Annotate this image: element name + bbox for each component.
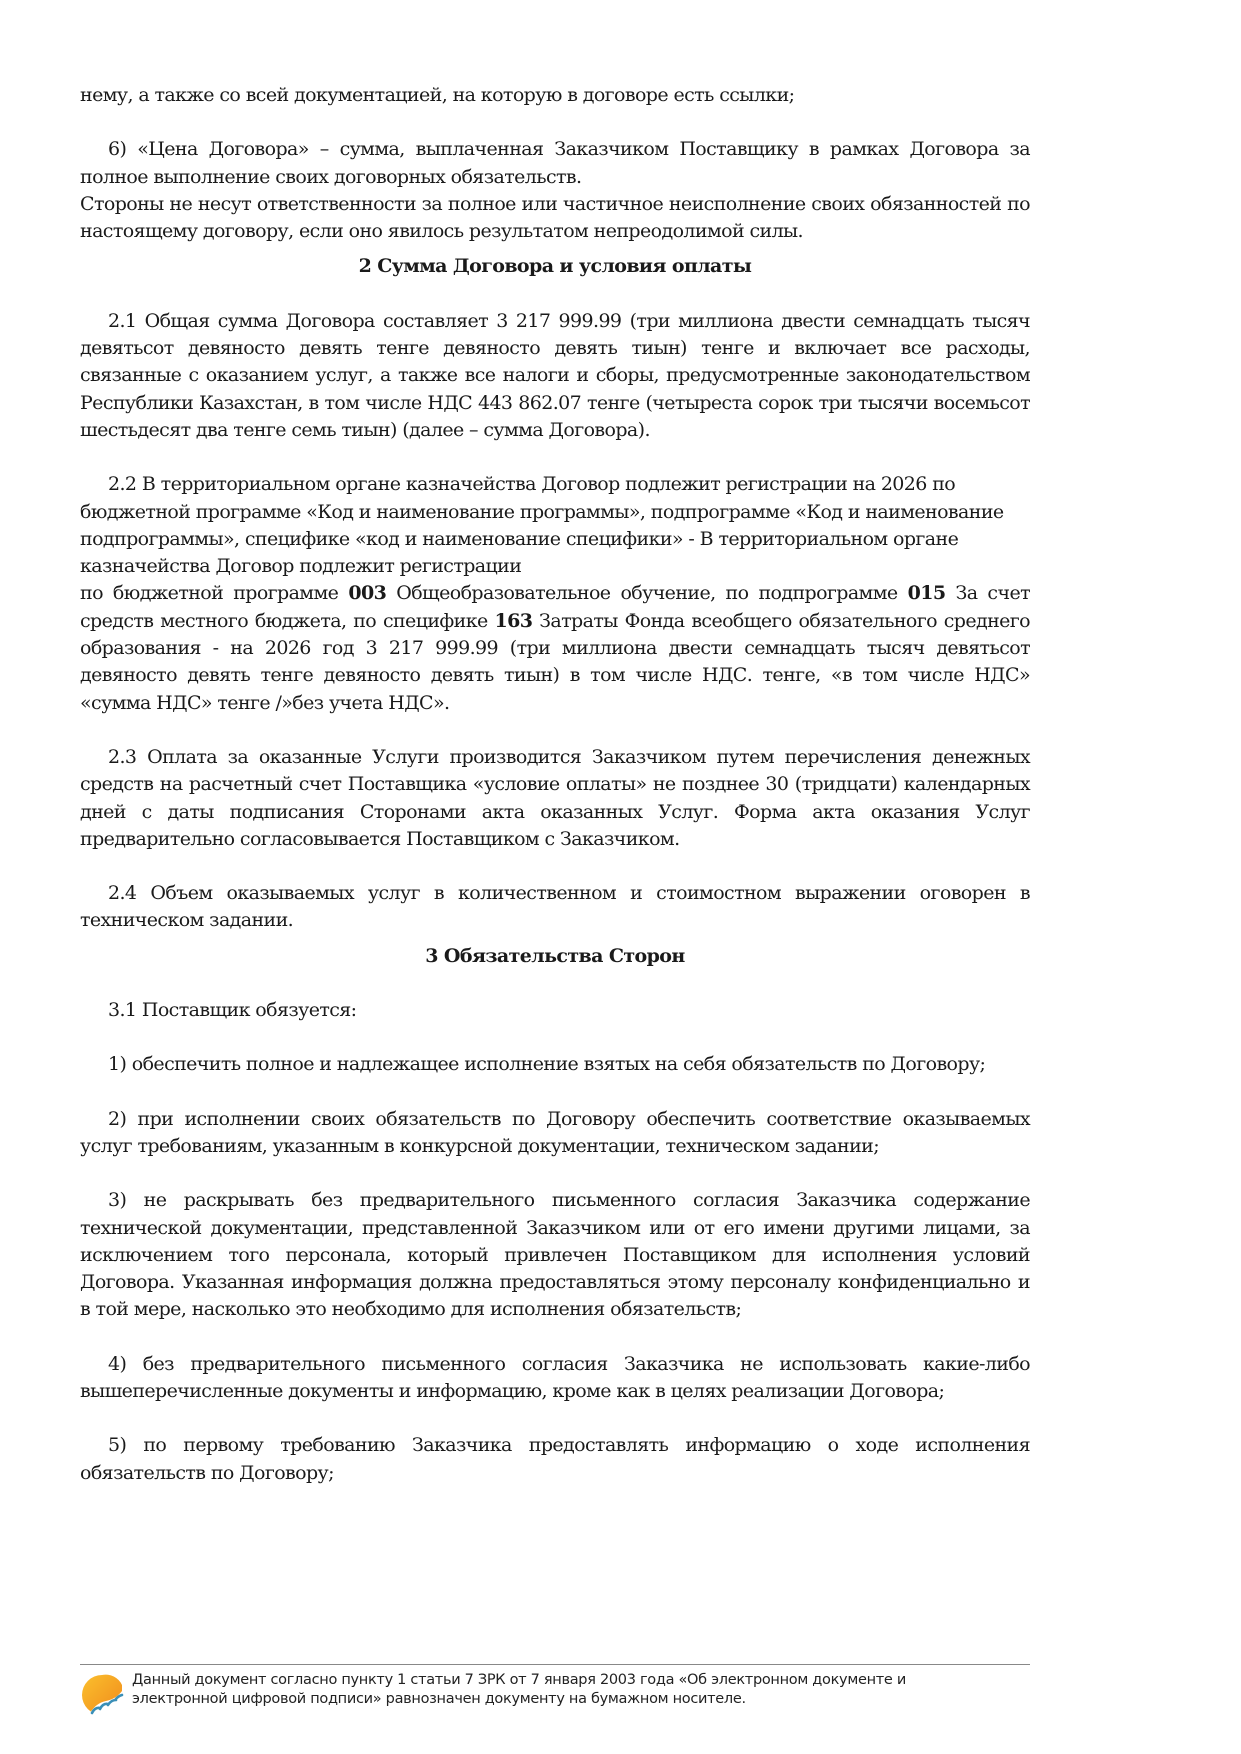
paragraph-2-4: 2.4 Объем оказываемых услуг в количественном и стоимостном выражении оговорен в техническом задании. — [80, 882, 1030, 932]
paragraph-2-2b — [80, 580, 1030, 716]
paragraph-3-1: 3.1 Поставщик обязуется: — [108, 999, 357, 1022]
document-page — [80, 82, 1030, 1487]
footer-line-2: электронной цифровой подписи» равнозначен документу на бумажном носителе. — [132, 1691, 746, 1707]
paragraph-2-1: 2.1 Общая сумма Договора составляет 3 217 999.99 (три миллиона двести семнадцать тысяч девятьсот девяносто девять тенге девяносто девять тиын) тенге и включает все расходы, связанные с оказанием услуг, а также все налоги и сборы, предусмотренные законодательством Республики Казахстан, в том числе НДС 443 862.07 тенге (четыреста сорок три тысячи восемьсот шестьдесят два тенге семь тиын) (далее – сумма Договора). — [80, 309, 1030, 441]
program-code: 003 — [348, 582, 387, 605]
text: Общеобразовательное обучение, по подпрограмме — [386, 582, 908, 605]
obligation-item-4: 4) без предварительного письменного согласия Заказчика не использовать какие-либо вышеперечисленные документы и информацию, кроме как в целях реализации Договора; — [80, 1352, 1030, 1402]
footer — [80, 1664, 1030, 1717]
paragraph-2-3: 2.3 Оплата за оказанные Услуги производится Заказчиком путем перечисления денежных средств на расчетный счет Поставщика «условие оплаты» не позднее 30 (тридцати) календарных дней с даты подписания Сторонами акта оказанных Услуг. Форма акта оказания Услуг предварительно согласовывается Поставщиком с Заказчиком. — [80, 745, 1030, 850]
section-heading-2: 2 Сумма Договора и условия оплаты — [358, 255, 752, 278]
text: Затраты Фонда всеобщего обязательного среднего образования - на 2026 год 3 217 999.99 (три миллиона двести семнадцать тысяч девятьсот девяносто девять тенге девяносто девять тиын) в том числе НДС. тенге, «в том числе НДС» «сумма НДС» тенге /»без учета НДС». — [80, 609, 1030, 714]
obligation-item-2: 2) при исполнении своих обязательств по Договору обеспечить соответствие оказываемых услуг требованиям, указанным в конкурсной документации, техническом задании; — [80, 1107, 1030, 1157]
specific-code: 163 — [494, 609, 533, 632]
paragraph-2-2a: 2.2 В территориальном органе казначейства Договор подлежит регистрации на 2026 по бюджетной программе «Код и наименование программы», подпрограмме «Код и наименование подпрограммы», специфике «код и наименование специфики» - В территориальном органе казначейства Договор подлежит регистрации — [80, 473, 1004, 578]
text: по бюджетной программе — [80, 582, 349, 605]
egov-sun-logo-icon — [80, 1673, 124, 1717]
paragraph-item-6: 6) «Цена Договора» – сумма, выплаченная Заказчиком Поставщику в рамках Договора за полное выполнение своих договорных обязательств. — [80, 138, 1030, 188]
obligation-item-5: 5) по первому требованию Заказчика предоставлять информацию о ходе исполнения обязательств по Договору; — [80, 1434, 1030, 1484]
footer-legal-notice — [132, 1671, 906, 1709]
obligation-item-1: 1) обеспечить полное и надлежащее исполнение взятых на себя обязательств по Договору; — [108, 1053, 986, 1076]
text: За счет средств местного бюджета, по специфике — [80, 582, 1030, 632]
paragraph-force-majeure: Стороны не несут ответственности за полное или частичное неисполнение своих обязанностей по настоящему договору, если оно явилось результатом непреодолимой силы. — [80, 192, 1030, 243]
paragraph-continuation: нему, а также со всей документацией, на которую в договоре есть ссылки; — [80, 84, 795, 106]
footer-line-1: Данный документ согласно пункту 1 статьи 7 ЗРК от 7 января 2003 года «Об электронном документе и — [132, 1672, 906, 1688]
subprogram-code: 015 — [907, 582, 946, 605]
section-heading-3: 3 Обязательства Сторон — [425, 944, 685, 967]
obligation-item-3: 3) не раскрывать без предварительного письменного согласия Заказчика содержание технической документации, представленной Заказчиком или от его имени другими лицами, за исключением того персонала, который привлечен Поставщиком для исполнения условий Договора. Указанная информация должна предоставляться этому персоналу конфиденциально и в той мере, насколько это необходимо для исполнения обязательств; — [80, 1189, 1030, 1321]
